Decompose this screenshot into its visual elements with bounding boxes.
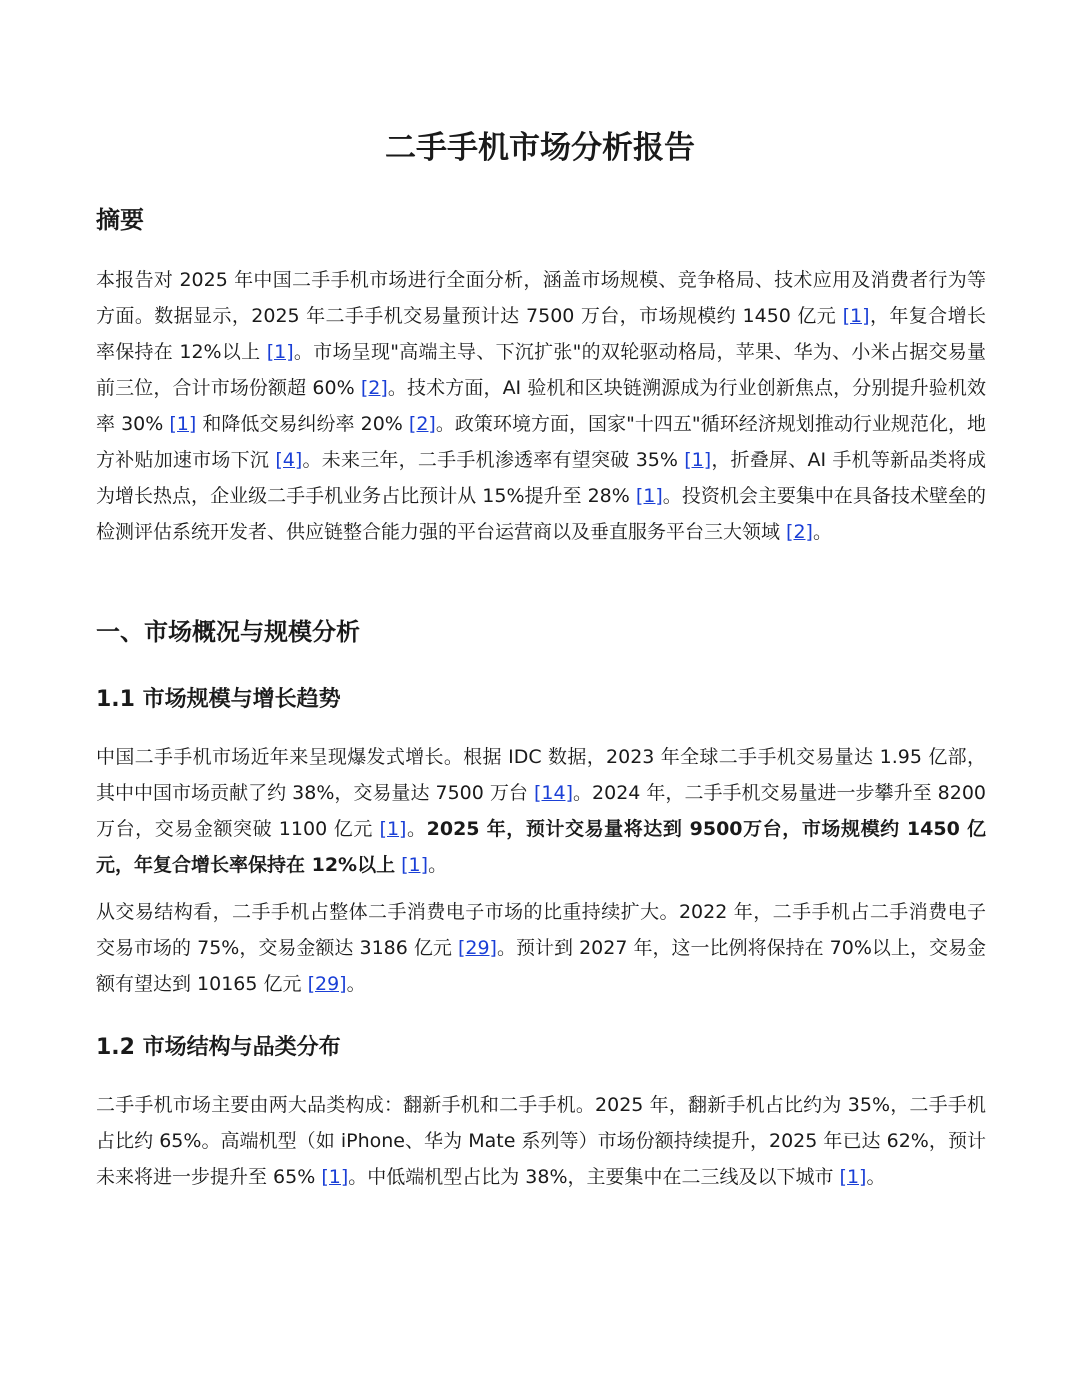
text-run: 。 bbox=[346, 973, 366, 995]
section-1-2-heading: 1.2 市场结构与品类分布 bbox=[96, 1035, 341, 1060]
citation-link[interactable]: [1] bbox=[266, 341, 294, 363]
text-run: 从交易结构看，二手手机占整体二手消费电子市场的比重持续扩大。2022 年，二手手机占二手消费电子交易市场的 75%，交易金额达 3186 亿元 bbox=[96, 901, 986, 959]
text-run: 。预计到 2027 年，这一比例将保持在 70%以上，交易金额有望达到 10165 亿元 bbox=[96, 937, 986, 995]
citation-link[interactable]: [1] bbox=[842, 305, 870, 327]
text-run: 。投资机会主要集中在具备技术壁垒的检测评估系统开发者、供应链整合能力强的平台运营商以及垂直服务平台三大领域 bbox=[96, 485, 986, 543]
section-1-heading: 一、市场概况与规模分析 bbox=[96, 618, 360, 646]
citation-link[interactable]: [1] bbox=[169, 413, 197, 435]
bold-text: 2025 年，预计交易量将达到 9500万台，市场规模约 1450 亿元，年复合增长率保持在 12%以上 bbox=[96, 818, 986, 876]
text-run: 。 bbox=[866, 1166, 886, 1188]
citation-link[interactable]: [1] bbox=[379, 818, 407, 840]
text-run: 。未来三年，二手手机渗透率有望突破 35% bbox=[302, 449, 685, 471]
text-run: 和降低交易纠纷率 20% bbox=[196, 413, 409, 435]
citation-link[interactable]: [29] bbox=[307, 973, 347, 995]
abstract-paragraph bbox=[96, 262, 986, 550]
citation-link[interactable]: [2] bbox=[360, 377, 388, 399]
citation-link[interactable]: [1] bbox=[401, 854, 429, 876]
citation-link[interactable]: [2] bbox=[408, 413, 436, 435]
section-1-1-heading: 1.1 市场规模与增长趋势 bbox=[96, 687, 341, 712]
section-1-2-paragraph-1 bbox=[96, 1087, 986, 1195]
text-run: ，年复合增长率保持在 12%以上 bbox=[96, 305, 986, 363]
citation-link[interactable]: [1] bbox=[635, 485, 663, 507]
text-run: 。中低端机型占比为 38%，主要集中在二三线及以下城市 bbox=[348, 1166, 840, 1188]
text-run: 本报告对 2025 年中国二手手机市场进行全面分析，涵盖市场规模、竞争格局、技术应用及消费者行为等方面。数据显示，2025 年二手手机交易量预计达 7500 万台，市场规模约 1450 亿元 bbox=[96, 269, 986, 327]
citation-link[interactable]: [29] bbox=[457, 937, 497, 959]
page-title: 二手手机市场分析报告 bbox=[385, 130, 695, 166]
text-run: 。技术方面，AI 验机和区块链溯源成为行业创新焦点，分别提升验机效率 30% bbox=[96, 377, 986, 435]
section-1-1-paragraph-1 bbox=[96, 739, 986, 883]
section-1-1-paragraph-2 bbox=[96, 894, 986, 1002]
text-run: ，折叠屏、AI 手机等新品类将成为增长热点，企业级二手手机业务占比预计从 15%提升至 28% bbox=[96, 449, 986, 507]
text-run: 。 bbox=[428, 854, 448, 876]
abstract-heading: 摘要 bbox=[96, 206, 144, 234]
citation-link[interactable]: [14] bbox=[533, 782, 573, 804]
citation-link[interactable]: [1] bbox=[684, 449, 712, 471]
text-run: 中国二手手机市场近年来呈现爆发式增长。根据 IDC 数据，2023 年全球二手手机交易量达 1.95 亿部，其中中国市场贡献了约 38%，交易量达 7500 万台 bbox=[96, 746, 986, 804]
text-run: 。 bbox=[812, 521, 832, 543]
text-run: 。政策环境方面，国家"十四五"循环经济规划推动行业规范化，地方补贴加速市场下沉 bbox=[96, 413, 987, 471]
text-run: 。 bbox=[406, 818, 427, 840]
citation-link[interactable]: [1] bbox=[321, 1166, 349, 1188]
text-run: 。市场呈现"高端主导、下沉扩张"的双轮驱动格局，苹果、华为、小米占据交易量前三位，合计市场份额超 60% bbox=[96, 341, 986, 399]
text-run: 二手手机市场主要由两大品类构成：翻新手机和二手手机。2025 年，翻新手机占比约为 35%，二手手机占比约 65%。高端机型（如 iPhone、华为 Mate 系列等）市场份额持续提升，2025 年已达 62%，预计未来将进一步提升至 65% bbox=[96, 1094, 986, 1188]
citation-link[interactable]: [2] bbox=[786, 521, 813, 543]
citation-link[interactable]: [4] bbox=[275, 449, 303, 471]
text-run: 。2024 年，二手手机交易量进一步攀升至 8200 万台，交易金额突破 1100 亿元 bbox=[96, 782, 986, 840]
citation-link[interactable]: [1] bbox=[839, 1166, 867, 1188]
